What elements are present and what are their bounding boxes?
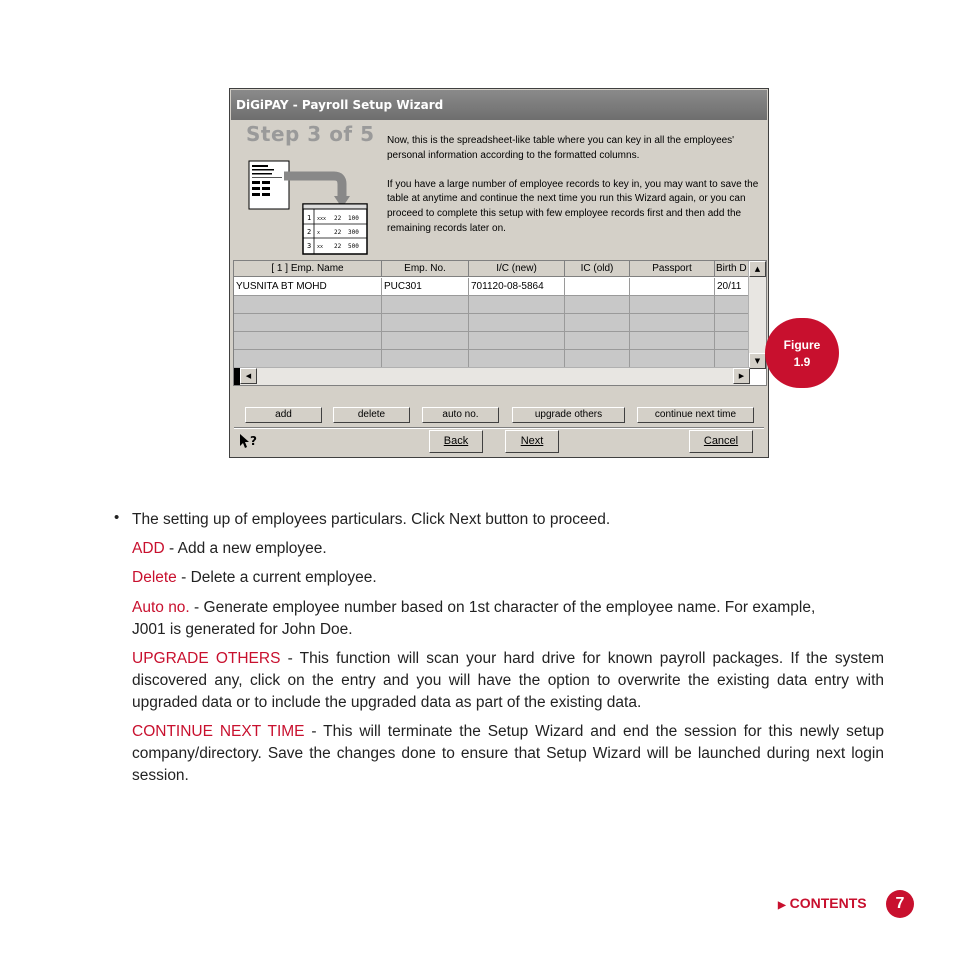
- continue-next-time-term: CONTINUE NEXT TIME: [132, 723, 305, 740]
- illus-row1-b: 100: [348, 215, 359, 222]
- empty-cell[interactable]: [565, 332, 630, 350]
- empty-cell[interactable]: [469, 350, 565, 368]
- cell-ic-new[interactable]: 701120-08-5864: [469, 278, 565, 296]
- illus-row2-code: x: [317, 230, 321, 236]
- auto-no-description: [132, 597, 822, 641]
- empty-cell[interactable]: [565, 314, 630, 332]
- figure-badge-number: 1.9: [793, 355, 811, 369]
- window-title: DiGiPAY - Payroll Setup Wizard: [231, 90, 767, 120]
- empty-cell[interactable]: [382, 296, 469, 314]
- scroll-right-icon[interactable]: ▶: [733, 368, 750, 384]
- empty-cell[interactable]: [630, 296, 715, 314]
- illus-row3-b: 500: [348, 243, 359, 250]
- setup-wizard-window: [229, 88, 769, 458]
- scroll-left-icon[interactable]: ◀: [240, 368, 257, 384]
- auto-no-term: Auto no.: [132, 599, 190, 616]
- cancel-button[interactable]: [689, 430, 753, 453]
- empty-cell[interactable]: [469, 296, 565, 314]
- empty-cell[interactable]: [715, 314, 750, 332]
- delete-description: [132, 567, 882, 589]
- empty-cell[interactable]: [382, 314, 469, 332]
- empty-cell[interactable]: [234, 350, 382, 368]
- cell-passport[interactable]: [630, 278, 715, 296]
- auto-no-button[interactable]: auto no.: [422, 407, 499, 423]
- cancel-label: Cancel: [703, 435, 739, 447]
- scroll-down-icon[interactable]: ▼: [749, 353, 766, 369]
- empty-cell[interactable]: [715, 296, 750, 314]
- empty-cell[interactable]: [630, 314, 715, 332]
- employee-grid[interactable]: [233, 260, 767, 386]
- upgrade-others-button[interactable]: upgrade others: [512, 407, 625, 423]
- column-header-ic-new[interactable]: I/C (new): [469, 261, 565, 277]
- cell-emp-no[interactable]: PUC301: [382, 278, 469, 296]
- empty-cell[interactable]: [382, 350, 469, 368]
- add-description: [132, 538, 882, 560]
- illus-row2-a: 22: [334, 229, 342, 236]
- scroll-up-icon[interactable]: ▲: [749, 261, 766, 277]
- add-button[interactable]: add: [245, 407, 322, 423]
- empty-cell[interactable]: [234, 296, 382, 314]
- help-pointer-icon[interactable]: [239, 433, 259, 453]
- upgrade-others-term: UPGRADE OTHERS: [132, 650, 281, 667]
- empty-cell[interactable]: [715, 350, 750, 368]
- empty-cell[interactable]: [630, 350, 715, 368]
- back-label: Back: [443, 435, 469, 447]
- delete-text: - Delete a current employee.: [176, 569, 377, 586]
- auto-no-text: - Generate employee number based on 1st character of the employee name. For example, J001 is generated for John Doe.: [132, 599, 816, 638]
- empty-cell[interactable]: [234, 332, 382, 350]
- play-triangle-icon: ▶: [778, 900, 786, 911]
- empty-cell[interactable]: [715, 332, 750, 350]
- empty-cell[interactable]: [565, 296, 630, 314]
- contents-label: CONTENTS: [789, 895, 867, 911]
- wizard-header-panel: [232, 120, 766, 261]
- add-text: - Add a new employee.: [164, 540, 327, 557]
- column-header-ic-old[interactable]: IC (old): [565, 261, 630, 277]
- bullet-text: The setting up of employees particulars. Click Next button to proceed.: [132, 511, 611, 528]
- column-header-emp-no[interactable]: Emp. No.: [382, 261, 469, 277]
- divider: [234, 427, 764, 429]
- next-button[interactable]: [505, 430, 559, 453]
- cell-ic-old[interactable]: [565, 278, 630, 296]
- empty-cell[interactable]: [382, 332, 469, 350]
- illus-row3-num: 3: [307, 242, 312, 250]
- figure-badge: [765, 318, 839, 388]
- upgrade-others-description: [132, 648, 884, 714]
- bullet-dot-icon: •: [114, 509, 120, 526]
- wizard-description: [387, 134, 759, 251]
- continue-next-time-text: - This will terminate the Setup Wizard and end the session for this newly setup company/directory. Save the changes done to ensure that Setup Wizard will be launched during next login session.: [132, 723, 884, 784]
- illus-row1-code: xxx: [317, 216, 327, 222]
- illus-row1-num: 1: [307, 214, 312, 222]
- page-number: 7: [886, 890, 914, 918]
- delete-term: Delete: [132, 569, 177, 586]
- empty-cell[interactable]: [234, 314, 382, 332]
- illus-row3-a: 22: [334, 243, 342, 250]
- column-header-passport[interactable]: Passport: [630, 261, 715, 277]
- description-paragraph-2: If you have a large number of employee records to key in, you may want to save the table at anytime and continue the next time you run this Wizard again, or you can proceed to complete this setup with few employee records first and then add the remaining records later on.: [387, 178, 759, 234]
- empty-cell[interactable]: [630, 332, 715, 350]
- back-button[interactable]: [429, 430, 483, 453]
- horizontal-scrollbar[interactable]: [234, 367, 750, 385]
- continue-next-time-description: [132, 721, 884, 787]
- illus-row1-a: 22: [334, 215, 342, 222]
- illus-row3-code: xx: [317, 244, 324, 250]
- spreadsheet-illustration-icon: [248, 156, 370, 256]
- svg-text:?: ?: [250, 434, 257, 448]
- continue-next-time-button[interactable]: continue next time: [637, 407, 754, 423]
- add-term: ADD: [132, 540, 165, 557]
- column-header-birth-date[interactable]: Birth D: [715, 261, 750, 277]
- empty-cell[interactable]: [469, 314, 565, 332]
- contents-link[interactable]: [778, 895, 867, 911]
- next-label: Next: [520, 435, 544, 447]
- cell-emp-name[interactable]: YUSNITA BT MOHD: [234, 278, 382, 296]
- empty-cell[interactable]: [565, 350, 630, 368]
- empty-cell[interactable]: [469, 332, 565, 350]
- illus-row2-num: 2: [307, 228, 312, 236]
- delete-button[interactable]: delete: [333, 407, 410, 423]
- illus-row2-b: 300: [348, 229, 359, 236]
- column-header-emp-name[interactable]: [ 1 ] Emp. Name: [234, 261, 382, 277]
- upgrade-others-text: - This function will scan your hard drive for known payroll packages. If the system discovered any, click on the entry and you will have the option to overwrite the existing data entry with upgraded data or to include the upgraded data as part of the existing data.: [132, 650, 884, 711]
- vertical-scrollbar[interactable]: [748, 261, 766, 369]
- figure-badge-label: Figure: [783, 338, 821, 352]
- step-indicator: Step 3 of 5: [246, 122, 375, 146]
- cell-birth-date[interactable]: 20/11: [715, 278, 750, 296]
- description-paragraph-1: Now, this is the spreadsheet-like table where you can key in all the employees' personal information according to the formatted columns.: [387, 135, 735, 161]
